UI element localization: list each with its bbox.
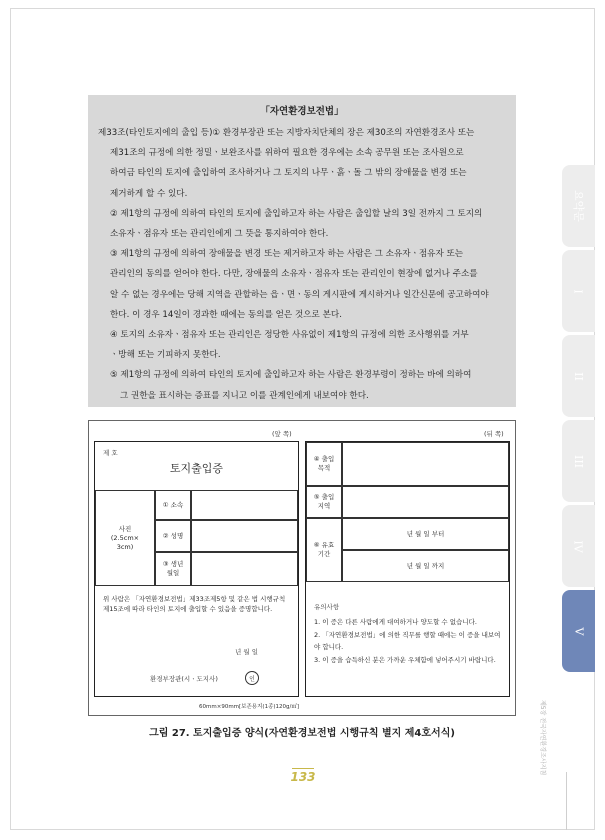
tab-summary-label: 요약문	[571, 190, 585, 222]
validity-label: ⑥ 유효 기간	[306, 518, 342, 582]
field-affiliation-value[interactable]	[191, 490, 298, 520]
tab-chapter-1-label: I	[571, 288, 585, 294]
page-number: 133	[290, 770, 316, 784]
validity-to: 년 월 일 까지	[342, 550, 509, 582]
photo-box: 사진 (2.5cm× 3cm)	[95, 490, 155, 586]
law-article-33-2: ② 제1항의 규정에 의하여 타인의 토지에 출입하고자 하는 사람은 출입할 날의 3일 전까지 그 토지의	[110, 208, 483, 219]
tab-chapter-3[interactable]	[562, 420, 595, 502]
sidebar-divider	[566, 772, 567, 830]
certification-text: 위 사람은 「자연환경보전법」제33조제5항 및 같은 법 시행규칙 제15조에 따라 타인의 토지에 출입할 수 있음을 증명합니다.	[103, 595, 286, 613]
note-3: 3. 이 증을 습득하신 분은 가까운 우체함에 넣어주시기 바랍니다.	[314, 656, 496, 664]
law-article-33-5-cont: 그 권한을 표시하는 증표를 지니고 이를 관계인에게 내보여야 한다.	[120, 390, 369, 401]
page-number-rule	[292, 768, 314, 769]
law-title: 「자연환경보전법」	[260, 106, 344, 117]
law-article-33-1-cont2: 하여금 타인의 토지에 출입하여 조사하거나 그 토지의 나무ㆍ흙ㆍ돌 그 밖의 장애물을 변경 또는	[110, 168, 467, 179]
tab-chapter-4-label: IV	[571, 539, 585, 553]
law-article-33-1-cont3: 제거하게 할 수 있다.	[110, 188, 188, 199]
back-side-label: (뒤 쪽)	[484, 430, 504, 438]
tab-chapter-5-label: V	[571, 627, 585, 635]
permit-back-card	[305, 441, 510, 697]
law-article-33-5: ⑤ 제1항의 규정에 의하여 타인의 토지에 출입하고자 하는 사람은 환경부령이 정하는 바에 의하여	[110, 370, 472, 381]
tab-chapter-2-label: II	[571, 371, 585, 381]
permit-number: 제 호	[103, 449, 118, 457]
purpose-label: ④ 출입 목적	[306, 442, 342, 486]
permit-title: 토지출입증	[169, 462, 224, 475]
front-side-label: (앞 쪽)	[272, 430, 292, 438]
area-label: ⑤ 출입 지역	[306, 486, 342, 518]
field-affiliation-label: ① 소속	[155, 490, 191, 520]
issuer: 환경부장관(시ㆍ도지사)	[150, 675, 218, 683]
permit-front-card	[94, 441, 299, 697]
area-value[interactable]	[342, 486, 509, 518]
purpose-value[interactable]	[342, 442, 509, 486]
tab-chapter-5[interactable]	[562, 590, 595, 672]
sidebar-chapter-title: 제5장 전국자연환경조사지침	[539, 700, 546, 776]
note-2: 2. 「자연환경보전법」에 의한 직무를 행할 때에는 이 증을 내보여야 합니다.	[314, 631, 501, 651]
tab-chapter-2[interactable]	[562, 335, 595, 417]
note-1: 1. 이 증은 다른 사람에게 대여하거나 양도할 수 없습니다.	[314, 618, 477, 626]
notes-title: 유의사항	[314, 603, 340, 611]
law-article-33-3-cont1: 관리인의 동의를 얻어야 한다. 다만, 장애물의 소유자ㆍ점유자 또는 관리인이 현장에 없거나 주소를	[110, 269, 478, 280]
issue-date: 년 월 일	[235, 648, 258, 656]
law-article-33-3: ③ 제1항의 규정에 의하여 장애물을 변경 또는 제거하고자 하는 사람은 그 소유자ㆍ점유자 또는	[110, 249, 464, 260]
seal-mark: 인	[245, 671, 259, 685]
law-article-33-3-cont3: 한다. 이 경우 14일이 경과한 때에는 동의를 얻은 것으로 본다.	[110, 309, 342, 320]
tab-chapter-1[interactable]	[562, 250, 595, 332]
land-entry-permit-figure	[88, 420, 516, 716]
tab-summary[interactable]	[562, 165, 595, 247]
field-name-label: ② 성명	[155, 520, 191, 552]
field-birthdate-label: ③ 생년 월일	[155, 552, 191, 586]
tab-chapter-3-label: III	[571, 454, 585, 468]
tab-chapter-4[interactable]	[562, 505, 595, 587]
law-article-33-1: 제33조(타인토지에의 출입 등)① 환경부장관 또는 지방자치단체의 장은 제30조의 자연환경조사 또는	[98, 128, 475, 138]
law-excerpt-box	[88, 95, 516, 407]
law-article-33-3-cont2: 알 수 없는 경우에는 당해 지역을 관할하는 읍ㆍ면ㆍ동의 게시판에 게시하거나 일간신문에 공고하여야	[110, 289, 489, 300]
law-article-33-1-cont1: 제31조의 규정에 의한 정밀ㆍ보완조사를 위하여 필요한 경우에는 소속 공무원 또는 조사원으로	[110, 148, 464, 159]
law-article-33-4: ④ 토지의 소유자ㆍ점유자 또는 관리인은 정당한 사유없이 제1항의 규정에 의한 조사행위를 거부	[110, 330, 469, 341]
paper-size-note: 60mm×90mm[보존용지(1종)120g/㎡]	[199, 704, 300, 710]
validity-from: 년 월 일 부터	[342, 518, 509, 550]
law-article-33-2-cont: 소유자ㆍ점유자 또는 관리인에게 그 뜻을 통지하여야 한다.	[110, 229, 329, 240]
figure-caption: 그림 27. 토지출입증 양식(자연환경보전법 시행규칙 별지 제4호서식)	[149, 728, 455, 739]
field-name-value[interactable]	[191, 520, 298, 552]
field-birthdate-value[interactable]	[191, 552, 298, 586]
law-article-33-4-cont: ㆍ방해 또는 기피하지 못한다.	[110, 350, 221, 361]
